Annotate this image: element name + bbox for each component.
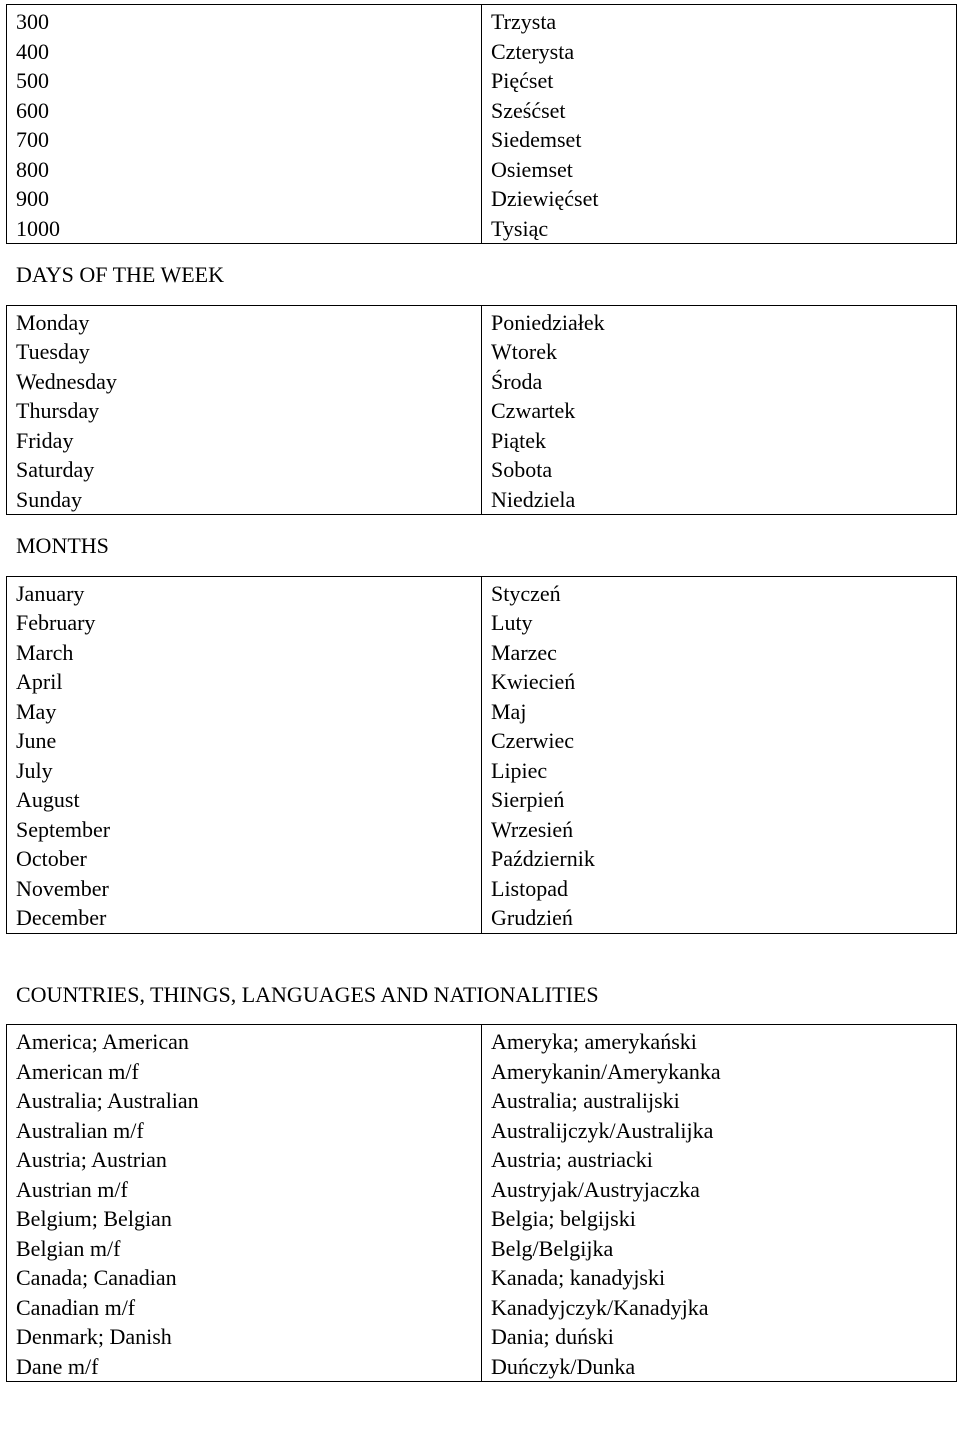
english-term: Denmark; Danish	[16, 1324, 172, 1349]
polish-term: Kanada; kanadyjski	[491, 1265, 666, 1290]
polish-column	[482, 1025, 957, 1382]
polish-term: Kwiecień	[491, 669, 576, 694]
english-term: Sunday	[16, 486, 82, 512]
polish-column	[482, 5, 957, 244]
polish-term: Kanadyjczyk/Kanadyjka	[491, 1294, 709, 1320]
polish-term: Czterysta	[491, 38, 575, 64]
polish-term: Grudzień	[491, 905, 573, 930]
polish-term: Styczeń	[491, 580, 561, 606]
polish-term: Ameryka; amerykański	[491, 1029, 697, 1054]
countries-heading: COUNTRIES, THINGS, LANGUAGES AND NATIONALITIES	[16, 981, 599, 1007]
polish-term: Sierpień	[491, 787, 565, 812]
english-term: September	[16, 816, 111, 842]
polish-term: Austria; austriacki	[491, 1147, 653, 1172]
english-term: 600	[16, 97, 49, 123]
table-row	[7, 305, 957, 515]
polish-term: Osiemset	[491, 156, 573, 182]
english-term: Wednesday	[16, 368, 117, 394]
polish-term: Amerykanin/Amerykanka	[491, 1058, 721, 1084]
polish-term: Australijczyk/Australijka	[491, 1117, 714, 1143]
english-term: 900	[16, 186, 49, 211]
polish-term: Pięćset	[491, 68, 554, 93]
english-term: April	[16, 669, 63, 694]
polish-term: Belgia; belgijski	[491, 1206, 636, 1231]
english-term: 700	[16, 127, 49, 152]
polish-term: Duńczyk/Dunka	[491, 1353, 636, 1379]
polish-term: Luty	[491, 610, 533, 635]
english-term: June	[16, 728, 57, 753]
vocabulary-page	[6, 4, 956, 1382]
table-row	[7, 5, 957, 244]
polish-term: Marzec	[491, 639, 557, 665]
english-column	[7, 1025, 482, 1382]
english-term: 300	[16, 9, 49, 34]
english-term: Belgian m/f	[16, 1235, 121, 1261]
english-term: Australia; Australian	[16, 1088, 199, 1113]
english-term: 400	[16, 38, 49, 64]
months-table	[6, 576, 957, 934]
english-term: May	[16, 698, 57, 724]
polish-term: Piątek	[491, 427, 546, 453]
polish-term: Czerwiec	[491, 728, 575, 753]
english-term: 500	[16, 68, 49, 93]
polish-term: Niedziela	[491, 486, 576, 512]
table-row	[7, 576, 957, 933]
english-term: March	[16, 639, 74, 665]
polish-term: Dania; duński	[491, 1324, 614, 1349]
polish-term: Austryjak/Austryjaczka	[491, 1176, 700, 1202]
english-column	[7, 305, 482, 515]
polish-term: Poniedziałek	[491, 309, 605, 335]
polish-term: Czwartek	[491, 398, 576, 423]
english-term: Saturday	[16, 457, 95, 482]
english-term: America; American	[16, 1029, 189, 1054]
polish-term: Wrzesień	[491, 816, 574, 842]
english-term: Monday	[16, 309, 90, 335]
polish-term: Maj	[491, 698, 527, 724]
polish-term: Lipiec	[491, 757, 548, 783]
english-term: Friday	[16, 427, 74, 453]
english-term: Canadian m/f	[16, 1294, 136, 1320]
english-term: American m/f	[16, 1058, 139, 1084]
english-term: August	[16, 787, 80, 812]
polish-column	[482, 305, 957, 515]
english-term: January	[16, 580, 85, 606]
polish-term: Środa	[491, 368, 543, 394]
polish-term: Wtorek	[491, 339, 557, 364]
english-term: July	[16, 757, 53, 783]
days-table	[6, 305, 957, 516]
polish-term: Sobota	[491, 457, 553, 482]
polish-term: Australia; australijski	[491, 1088, 680, 1113]
numbers-table	[6, 4, 957, 244]
polish-term: Tysiąc	[491, 215, 549, 241]
countries-table	[6, 1024, 957, 1382]
polish-term: Siedemset	[491, 127, 582, 152]
english-column	[7, 5, 482, 244]
english-term: Thursday	[16, 398, 100, 423]
polish-term: Dziewięćset	[491, 186, 599, 211]
english-column	[7, 576, 482, 933]
english-term: November	[16, 875, 109, 901]
english-term: Dane m/f	[16, 1353, 99, 1379]
polish-term: Belg/Belgijka	[491, 1235, 614, 1261]
days-heading: DAYS OF THE WEEK	[16, 262, 225, 287]
english-term: Tuesday	[16, 339, 90, 364]
english-term: February	[16, 610, 96, 635]
english-term: Australian m/f	[16, 1117, 144, 1143]
english-term: 1000	[16, 215, 60, 241]
english-term: Austria; Austrian	[16, 1147, 167, 1172]
polish-column	[482, 576, 957, 933]
table-row	[7, 1025, 957, 1382]
english-term: Belgium; Belgian	[16, 1206, 172, 1231]
polish-term: Październik	[491, 846, 595, 871]
english-term: Canada; Canadian	[16, 1265, 177, 1290]
polish-term: Sześćset	[491, 97, 566, 123]
english-term: Austrian m/f	[16, 1176, 128, 1202]
polish-term: Trzysta	[491, 9, 557, 34]
english-term: 800	[16, 156, 49, 182]
english-term: December	[16, 905, 107, 930]
polish-term: Listopad	[491, 875, 568, 901]
english-term: October	[16, 846, 87, 871]
months-heading: MONTHS	[16, 533, 109, 558]
